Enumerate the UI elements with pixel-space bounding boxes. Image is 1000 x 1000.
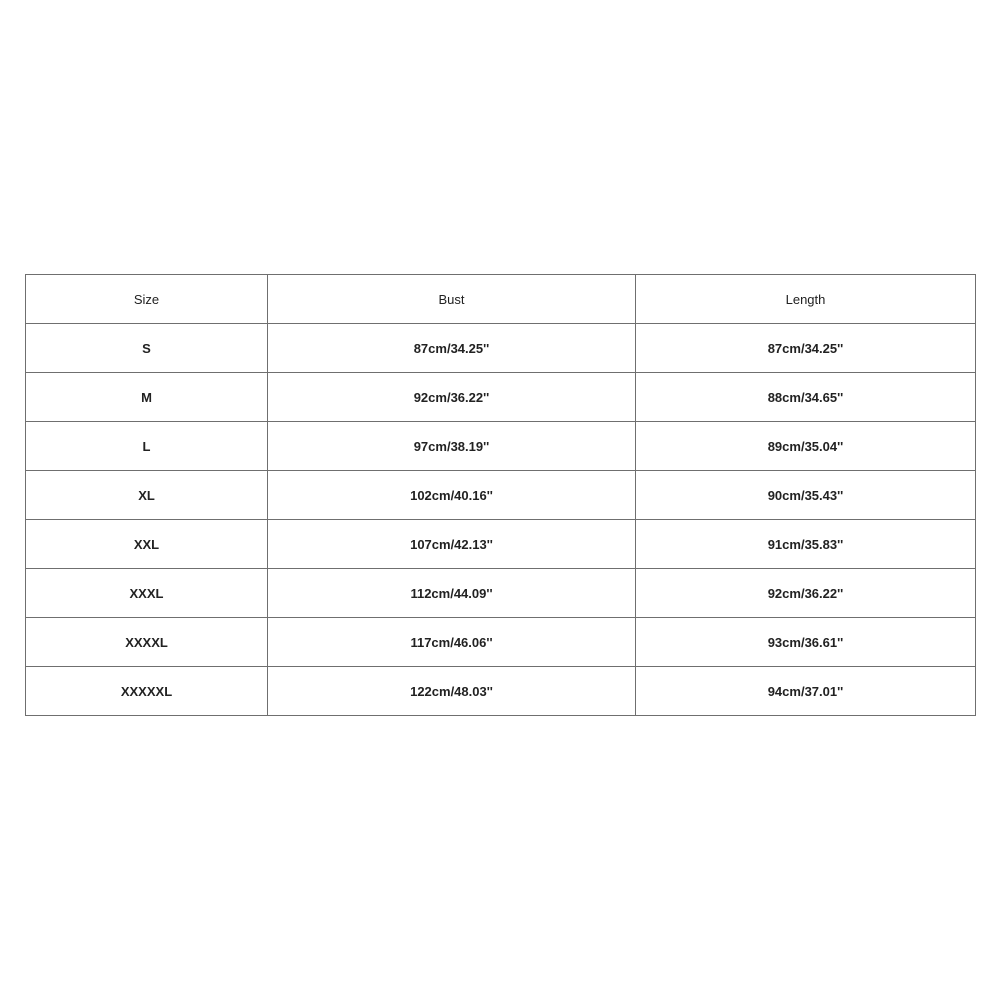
table-row <box>26 373 976 422</box>
size-cell: XXXXXL <box>26 667 268 716</box>
size-cell: XXXXL <box>26 618 268 667</box>
length-cell: 89cm/35.04'' <box>636 422 976 471</box>
table-row <box>26 471 976 520</box>
length-cell: 93cm/36.61'' <box>636 618 976 667</box>
bust-cell: 112cm/44.09'' <box>268 569 636 618</box>
length-cell: 88cm/34.65'' <box>636 373 976 422</box>
length-cell: 91cm/35.83'' <box>636 520 976 569</box>
length-cell: 92cm/36.22'' <box>636 569 976 618</box>
size-cell: XL <box>26 471 268 520</box>
bust-cell: 87cm/34.25'' <box>268 324 636 373</box>
bust-cell: 102cm/40.16'' <box>268 471 636 520</box>
table-header-row <box>26 275 976 324</box>
bust-cell: 122cm/48.03'' <box>268 667 636 716</box>
size-cell: M <box>26 373 268 422</box>
size-cell: L <box>26 422 268 471</box>
table-row <box>26 324 976 373</box>
table-row <box>26 520 976 569</box>
bust-cell: 97cm/38.19'' <box>268 422 636 471</box>
bust-cell: 107cm/42.13'' <box>268 520 636 569</box>
table-row <box>26 667 976 716</box>
table-row <box>26 422 976 471</box>
bust-cell: 117cm/46.06'' <box>268 618 636 667</box>
size-chart <box>25 274 975 716</box>
size-cell: XXXL <box>26 569 268 618</box>
length-cell: 87cm/34.25'' <box>636 324 976 373</box>
length-cell: 94cm/37.01'' <box>636 667 976 716</box>
column-header-size: Size <box>26 275 268 324</box>
bust-cell: 92cm/36.22'' <box>268 373 636 422</box>
size-cell: S <box>26 324 268 373</box>
size-table <box>25 274 976 716</box>
table-row <box>26 569 976 618</box>
column-header-length: Length <box>636 275 976 324</box>
column-header-bust: Bust <box>268 275 636 324</box>
table-row <box>26 618 976 667</box>
length-cell: 90cm/35.43'' <box>636 471 976 520</box>
size-cell: XXL <box>26 520 268 569</box>
